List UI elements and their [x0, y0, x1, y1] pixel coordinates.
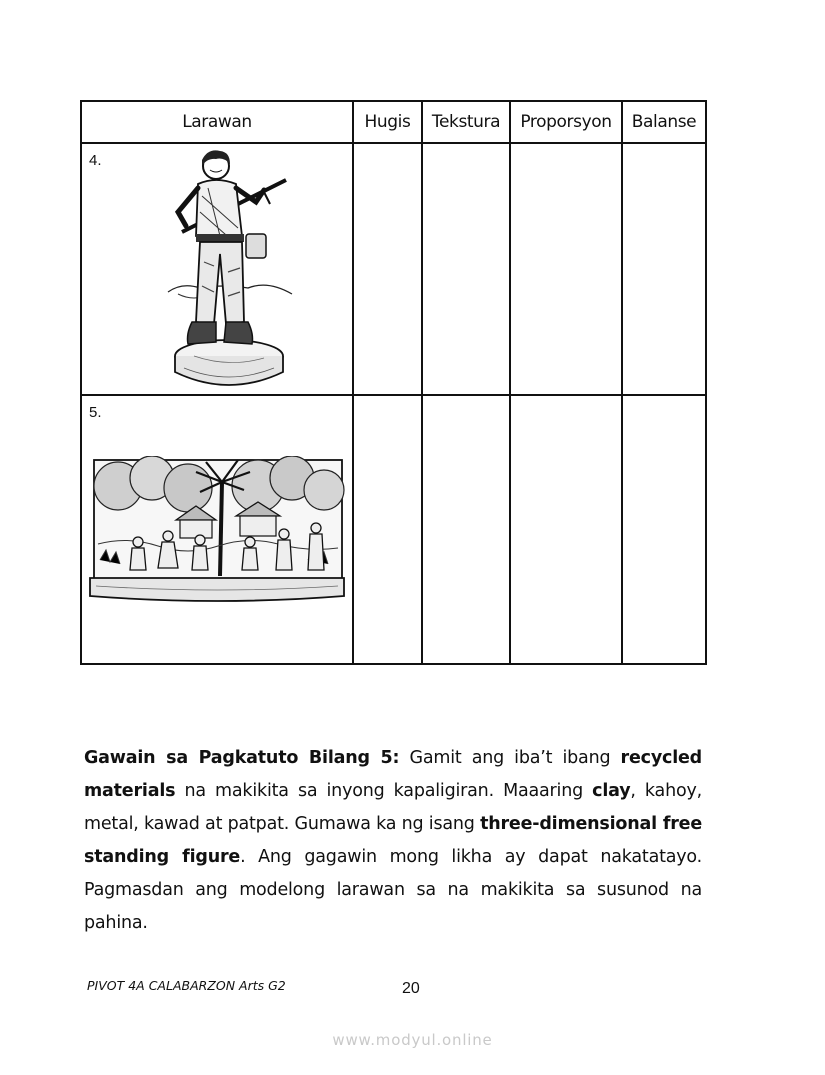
instruction-text: . Ang gagawin mong likha ay dapat nakatatayo. Pagmasdan ang modelong larawan sa na makikita sa susunod na pahina. [84, 846, 702, 933]
proporsyon-cell[interactable] [510, 395, 622, 664]
table-header-row [81, 101, 706, 143]
keyword-three-dimensional-figure: three-dimensional free standing figure [84, 813, 702, 867]
larawan-cell [81, 395, 353, 664]
header-larawan: Larawan [81, 101, 353, 143]
activity-label: Gawain sa Pagkatuto Bilang 5: [84, 747, 400, 768]
hugis-cell[interactable] [353, 143, 422, 395]
header-hugis: Hugis [353, 101, 422, 143]
header-tekstura: Tekstura [422, 101, 510, 143]
balanse-cell[interactable] [622, 143, 706, 395]
instruction-text: Gamit ang iba’t ibang [399, 747, 621, 768]
header-proporsyon: Proporsyon [510, 101, 622, 143]
header-balanse: Balanse [622, 101, 706, 143]
proporsyon-cell[interactable] [510, 143, 622, 395]
instruction-text: na makikita sa inyong kapaligiran. Maaaring [175, 780, 593, 801]
keyword-recycled-materials: recycled materials [84, 747, 702, 801]
page-number: 20 [402, 980, 420, 997]
row-number: 5. [89, 404, 102, 422]
table-row [81, 395, 706, 664]
larawan-cell [81, 143, 353, 395]
watermark: www.modyul.online [332, 1031, 493, 1049]
row-number: 4. [89, 152, 102, 169]
soldier-statue-illustration [164, 146, 294, 392]
activity-table [80, 100, 707, 665]
activity-instructions [84, 742, 702, 940]
balanse-cell[interactable] [622, 395, 706, 664]
village-relief-illustration [88, 456, 348, 616]
tekstura-cell[interactable] [422, 395, 510, 664]
hugis-cell[interactable] [353, 395, 422, 664]
footer-source: PIVOT 4A CALABARZON Arts G2 [87, 978, 286, 993]
table-row [81, 143, 706, 395]
instruction-text: , kahoy, metal, kawad at patpat. Gumawa ka ng isang [84, 780, 702, 834]
tekstura-cell[interactable] [422, 143, 510, 395]
keyword-clay: clay [592, 780, 631, 801]
